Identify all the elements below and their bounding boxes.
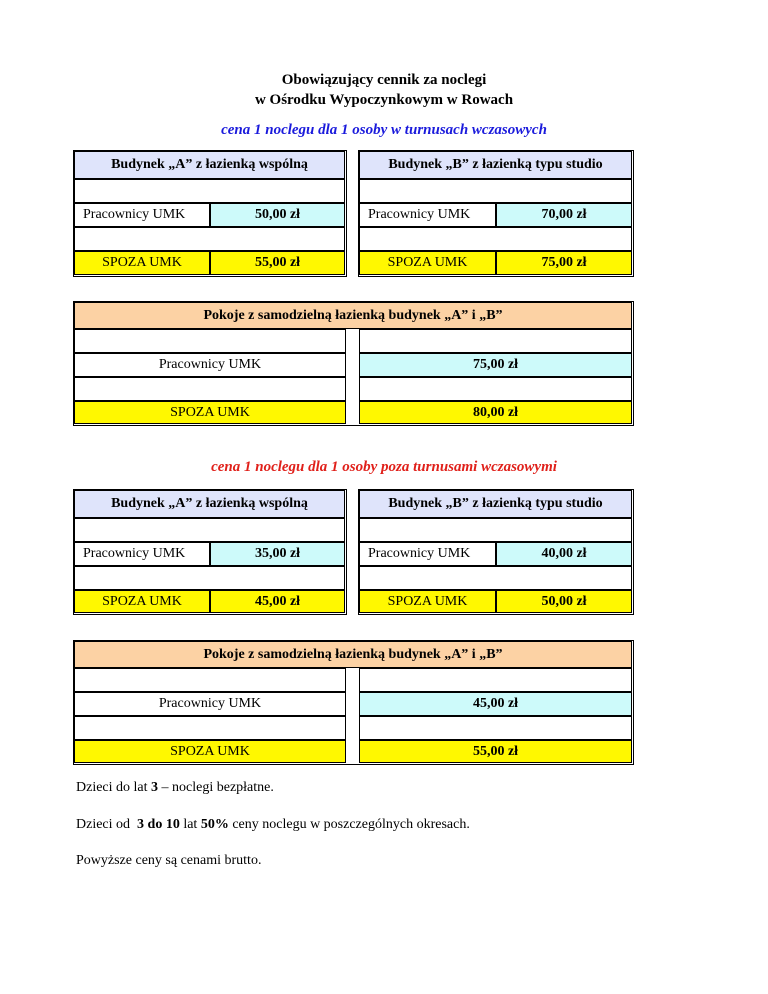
s1-building-a-table (73, 150, 347, 277)
s1-private-header: Pokoje z samodzielną łazienką budynek „A” i „B” (74, 302, 632, 329)
s2-a-spacer-2 (74, 566, 345, 590)
s2-p-row-2-price: 55,00 zł (359, 740, 632, 763)
section-2-subtitle: cena 1 noclegu dla 1 osoby poza turnusami wczasowymi (211, 459, 557, 475)
s2-building-a-header: Budynek „A” z łazienką wspólną (74, 490, 345, 518)
s1-p-row-1-label: Pracownicy UMK (74, 353, 346, 377)
s1-a-spacer-1 (74, 179, 345, 203)
s1-p-spacer-1b (359, 329, 632, 353)
s2-p-row-1-price: 45,00 zł (359, 692, 632, 716)
s1-b-spacer-1 (359, 179, 632, 203)
s2-p-spacer-1b (359, 668, 632, 692)
s1-building-a-header: Budynek „A” z łazienką wspólną (74, 151, 345, 179)
title-line-2: w Ośrodku Wypoczynkowym w Rowach (254, 92, 514, 108)
s1-building-b-header: Budynek „B” z łazienką typu studio (359, 151, 632, 179)
s2-p-spacer-1a (74, 668, 346, 692)
s1-b-row-2-label: SPOZA UMK (359, 251, 496, 275)
s1-building-b-table (358, 150, 634, 277)
s2-building-b-header: Budynek „B” z łazienką typu studio (359, 490, 632, 518)
s2-building-a-table (73, 489, 347, 615)
s2-b-spacer-2 (359, 566, 632, 590)
s2-a-row-2-label: SPOZA UMK (74, 590, 210, 613)
s1-p-spacer-2a (74, 377, 346, 401)
s2-b-spacer-1 (359, 518, 632, 542)
s1-private-table (73, 301, 634, 426)
s2-b-row-2-price: 50,00 zł (496, 590, 632, 613)
s1-a-row-2-label: SPOZA UMK (74, 251, 210, 275)
page-title (0, 70, 768, 110)
s1-a-row-1-label: Pracownicy UMK (74, 203, 210, 227)
s1-p-row-2-price: 80,00 zł (359, 401, 632, 424)
s1-b-row-1-price: 70,00 zł (496, 203, 632, 227)
section-1-subtitle: cena 1 noclegu dla 1 osoby w turnusach wczasowych (221, 122, 547, 138)
s1-b-row-2-price: 75,00 zł (496, 251, 632, 275)
s2-private-header: Pokoje z samodzielną łazienką budynek „A” i „B” (74, 641, 632, 668)
s2-p-row-1-label: Pracownicy UMK (74, 692, 346, 716)
s2-private-table (73, 640, 634, 765)
note-gross-prices: Powyższe ceny są cenami brutto. (76, 853, 262, 868)
s2-a-row-1-price: 35,00 zł (210, 542, 345, 566)
s1-p-row-2-label: SPOZA UMK (74, 401, 346, 424)
s2-a-row-2-price: 45,00 zł (210, 590, 345, 613)
s1-p-spacer-2b (359, 377, 632, 401)
title-line-1: Obowiązujący cennik za noclegi (281, 72, 487, 88)
s1-b-spacer-2 (359, 227, 632, 251)
s2-p-spacer-2b (359, 716, 632, 740)
s2-a-spacer-1 (74, 518, 345, 542)
s1-a-spacer-2 (74, 227, 345, 251)
s2-p-row-2-label: SPOZA UMK (74, 740, 346, 763)
s2-p-spacer-2a (74, 716, 346, 740)
s1-p-spacer-1a (74, 329, 346, 353)
s1-a-row-1-price: 50,00 zł (210, 203, 345, 227)
s2-a-row-1-label: Pracownicy UMK (74, 542, 210, 566)
s1-p-row-1-price: 75,00 zł (359, 353, 632, 377)
note-children-3-to-10: Dzieci od 3 do 10 lat 50% ceny noclegu w poszczególnych okresach. (76, 817, 470, 832)
s2-b-row-2-label: SPOZA UMK (359, 590, 496, 613)
s1-a-row-2-price: 55,00 zł (210, 251, 345, 275)
s2-b-row-1-label: Pracownicy UMK (359, 542, 496, 566)
s2-b-row-1-price: 40,00 zł (496, 542, 632, 566)
s2-building-b-table (358, 489, 634, 615)
note-children-under-3: Dzieci do lat 3 – noclegi bezpłatne. (76, 780, 274, 795)
s1-b-row-1-label: Pracownicy UMK (359, 203, 496, 227)
